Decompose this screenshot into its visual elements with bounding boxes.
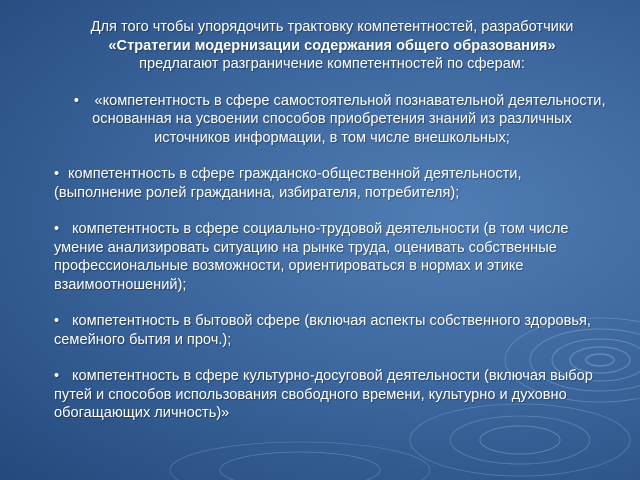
bullet-1: • [73, 92, 80, 109]
list-item-3-text: компетентность в сфере социально-трудовой деятельности (в том числе умение анализировать ситуацию на рынке труда, оценивать собственные профессиональные возможности, ориентироваться в нормах и этике взаимоотношений); [54, 221, 569, 293]
list-item-1-text: «компетентность в сфере самостоятельной познавательной деятельности, основанная на усвоении способов приобретения знаний из различных источников информации, в том числе внешкольных; [92, 92, 606, 146]
list-item-5-text: компетентность в сфере культурно-досуговой деятельности (включая выбор путей и способов использования свободного времени, культурно и духовно обогащающих личность)» [54, 368, 593, 421]
list-item-3 [54, 220, 610, 294]
bullet-5: • [54, 368, 60, 384]
list-item-1 [54, 92, 610, 148]
bullet-4: • [54, 313, 60, 329]
list-item-2 [54, 165, 610, 202]
intro-line-3: предлагают разграничение компетентностей по сферам: [139, 56, 525, 72]
intro-line-1: Для того чтобы упорядочить трактовку компетентностей, разработчики [90, 19, 574, 35]
list-item-4 [54, 312, 610, 349]
list-item-2-text: компетентность в сфере гражданско-общественной деятельности, (выполнение ролей гражданина, избирателя, потребителя); [54, 166, 522, 201]
bullet-3: • [54, 221, 60, 237]
list-item-5 [54, 367, 610, 423]
slide-text [54, 18, 610, 423]
strategy-title: «Стратегии модернизации содержания общего образования» [108, 37, 556, 54]
bullet-2: • [54, 166, 60, 182]
list-item-4-text: компетентность в бытовой сфере (включая аспекты собственного здоровья, семейного бытия и проч.); [54, 313, 591, 348]
